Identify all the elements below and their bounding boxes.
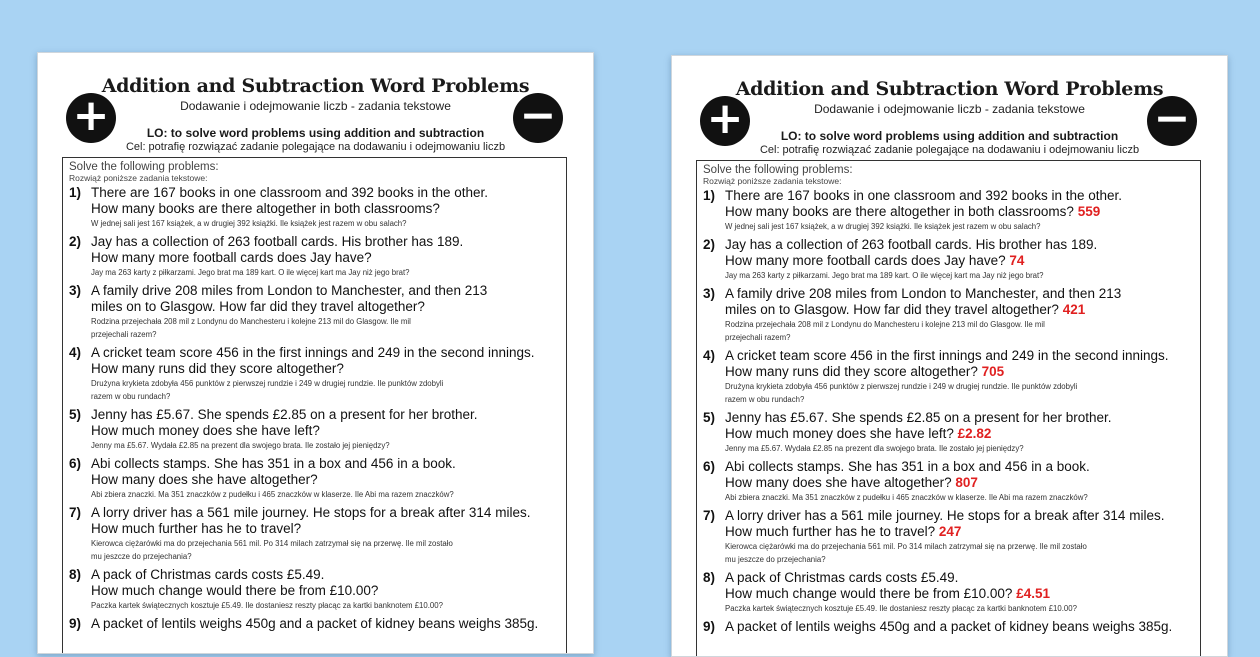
problem-number: 9) bbox=[703, 619, 716, 634]
problem-translation-pl: Drużyna krykieta zdobyła 456 punktów z pierwszej rundzie i 249 w drugiej rundzie. Ile punktów zdobyli bbox=[91, 379, 444, 388]
problem-item bbox=[703, 286, 1194, 344]
problem-number: 3) bbox=[703, 286, 716, 301]
problem-number: 6) bbox=[703, 459, 716, 474]
problem-text-line2 bbox=[91, 583, 560, 599]
problem-question: How many does she have altogether? bbox=[725, 475, 952, 490]
problem-answer: 421 bbox=[1062, 302, 1086, 317]
problem-number: 6) bbox=[69, 456, 82, 471]
instructions-pl: Rozwiąż poniższe zadania tekstowe: bbox=[703, 176, 842, 186]
problem-translation-pl: Paczka kartek świątecznych kosztuje £5.49. Ile dostaniesz reszty płacąc za kartki banknotem £10.00? bbox=[91, 601, 443, 610]
problem-text-line1: A family drive 208 miles from London to Manchester, and then 213 bbox=[725, 286, 1122, 301]
problem-translation-pl: Abi zbiera znaczki. Ma 351 znaczków z pudełku i 465 znaczków w klaserze. Ile Abi ma razem znaczków? bbox=[725, 493, 1088, 502]
problem-body bbox=[725, 286, 1194, 344]
learning-objective-pl: Cel: potrafię rozwiązać zadanie polegające na dodawaniu i odejmowaniu liczb bbox=[125, 141, 506, 153]
problem-text-line2 bbox=[91, 361, 560, 377]
instructions: Solve the following problems: bbox=[703, 164, 853, 176]
worksheet-title: Addition and Subtraction Word Problems bbox=[735, 78, 1164, 100]
problem-text-line2 bbox=[725, 426, 1194, 442]
problem-translation-pl: Paczka kartek świątecznych kosztuje £5.49. Ile dostaniesz reszty płacąc za kartki banknotem £10.00? bbox=[725, 604, 1077, 613]
problem-translation-pl: Jay ma 263 karty z piłkarzami. Jego brat ma 189 kart. O ile więcej kart ma Jay niż jego brat? bbox=[91, 268, 410, 277]
problem-question: How much change would there be from £10.00? bbox=[91, 583, 379, 598]
problem-answer: 247 bbox=[938, 524, 962, 539]
problem-number: 9) bbox=[69, 616, 82, 631]
problem-item bbox=[703, 570, 1194, 615]
problem-number: 7) bbox=[703, 508, 716, 523]
problem-translation-pl: Kierowca ciężarówki ma do przejechania 561 mil. Po 314 milach zatrzymał się na przerwę. Ile mil zostało bbox=[725, 542, 1087, 551]
worksheet-title: Addition and Subtraction Word Problems bbox=[101, 75, 530, 97]
problem-question: miles on to Glasgow. How far did they travel altogether? bbox=[725, 302, 1059, 317]
problem-question: How much further has he to travel? bbox=[91, 521, 302, 536]
problem-text-line1: Abi collects stamps. She has 351 in a box and 456 in a book. bbox=[91, 456, 456, 471]
problem-answer: 559 bbox=[1077, 204, 1101, 219]
problem-question: How many does she have altogether? bbox=[91, 472, 318, 487]
problem-text-line1: Jay has a collection of 263 football cards. His brother has 189. bbox=[91, 234, 464, 249]
problem-text-line1: A packet of lentils weighs 450g and a packet of kidney beans weighs 385g. bbox=[725, 619, 1173, 634]
problems-box bbox=[696, 160, 1201, 657]
problem-text-line1: A packet of lentils weighs 450g and a packet of kidney beans weighs 385g. bbox=[91, 616, 539, 631]
problem-body bbox=[91, 185, 560, 230]
problem-question: How much money does she have left? bbox=[91, 423, 320, 438]
plus-icon: + bbox=[66, 93, 116, 143]
problem-text-line2 bbox=[91, 250, 560, 266]
problem-text-line2 bbox=[725, 364, 1194, 380]
problem-text-line1: Jenny has £5.67. She spends £2.85 on a present for her brother. bbox=[91, 407, 478, 422]
problem-text-line1: A lorry driver has a 561 mile journey. He stops for a break after 314 miles. bbox=[725, 508, 1165, 523]
problem-translation-pl-cont: mu jeszcze do przejechania? bbox=[725, 555, 826, 564]
problem-body bbox=[91, 456, 560, 501]
problem-body bbox=[725, 619, 1194, 635]
problem-number: 1) bbox=[69, 185, 82, 200]
problem-item bbox=[69, 345, 560, 403]
problem-item bbox=[703, 410, 1194, 455]
problems-box bbox=[62, 157, 567, 654]
problem-text-line2 bbox=[725, 475, 1194, 491]
problem-text-line1: There are 167 books in one classroom and 392 books in the other. bbox=[725, 188, 1123, 203]
problem-text-line2 bbox=[91, 472, 560, 488]
problem-question: How much further has he to travel? bbox=[725, 524, 936, 539]
problem-text-line1: Jenny has £5.67. She spends £2.85 on a present for her brother. bbox=[725, 410, 1112, 425]
problem-answer: £4.51 bbox=[1016, 586, 1050, 601]
learning-objective: LO: to solve word problems using addition and subtraction bbox=[780, 129, 1119, 143]
problem-item bbox=[69, 185, 560, 230]
problem-question: How many books are there altogether in both classrooms? bbox=[725, 204, 1074, 219]
problem-item bbox=[703, 237, 1194, 282]
problem-body bbox=[725, 570, 1194, 615]
problem-answer: 807 bbox=[955, 475, 978, 490]
problem-translation-pl: Rodzina przejechała 208 mil z Londynu do Manchesteru i kolejne 213 mil do Glasgow. Ile mil bbox=[725, 320, 1045, 329]
problem-text-line1: Jay has a collection of 263 football cards. His brother has 189. bbox=[725, 237, 1098, 252]
minus-icon: − bbox=[1147, 96, 1197, 146]
minus-icon: − bbox=[513, 93, 563, 143]
problem-question: How much change would there be from £10.00? bbox=[725, 586, 1013, 601]
problem-number: 7) bbox=[69, 505, 82, 520]
problem-question: How many more football cards does Jay have? bbox=[91, 250, 372, 265]
problem-number: 1) bbox=[703, 188, 716, 203]
problem-translation-pl: W jednej sali jest 167 książek, a w drugiej 392 książki. Ile książek jest razem w obu salach? bbox=[725, 222, 1041, 231]
problem-body bbox=[91, 234, 560, 279]
problem-body bbox=[725, 508, 1194, 566]
worksheet-subtitle: Dodawanie i odejmowanie liczb - zadania tekstowe bbox=[814, 102, 1085, 116]
problem-list bbox=[69, 185, 560, 632]
problem-translation-pl: Abi zbiera znaczki. Ma 351 znaczków z pudełku i 465 znaczków w klaserze. Ile Abi ma razem znaczków? bbox=[91, 490, 454, 499]
problem-body bbox=[725, 237, 1194, 282]
problem-translation-pl: W jednej sali jest 167 książek, a w drugiej 392 książki. Ile książek jest razem w obu salach? bbox=[91, 219, 407, 228]
problem-text-line2 bbox=[725, 524, 1194, 540]
problem-translation-pl-cont: razem w obu rundach? bbox=[725, 395, 805, 404]
problem-text-line2 bbox=[91, 521, 560, 537]
instructions: Solve the following problems: bbox=[69, 161, 219, 173]
problem-text-line1: A cricket team score 456 in the first innings and 249 in the second innings. bbox=[725, 348, 1169, 363]
problem-translation-pl-cont: przejechali razem? bbox=[91, 330, 157, 339]
problem-translation-pl: Jay ma 263 karty z piłkarzami. Jego brat ma 189 kart. O ile więcej kart ma Jay niż jego brat? bbox=[725, 271, 1044, 280]
problem-number: 8) bbox=[703, 570, 716, 585]
problem-answer: 705 bbox=[981, 364, 1005, 379]
problem-text-line1: A cricket team score 456 in the first innings and 249 in the second innings. bbox=[91, 345, 535, 360]
problem-item bbox=[69, 505, 560, 563]
problem-item bbox=[69, 283, 560, 341]
problem-text-line2 bbox=[91, 299, 560, 315]
problem-number: 4) bbox=[69, 345, 82, 360]
problem-body bbox=[91, 505, 560, 563]
problem-translation-pl: Kierowca ciężarówki ma do przejechania 561 mil. Po 314 milach zatrzymał się na przerwę. Ile mil zostało bbox=[91, 539, 453, 548]
learning-objective: LO: to solve word problems using addition and subtraction bbox=[146, 126, 485, 140]
problem-question: How many more football cards does Jay have? bbox=[725, 253, 1006, 268]
problem-text-line2 bbox=[91, 201, 560, 217]
plus-icon: + bbox=[700, 96, 750, 146]
worksheet-questions bbox=[37, 52, 594, 654]
problem-translation-pl-cont: razem w obu rundach? bbox=[91, 392, 171, 401]
problem-body bbox=[725, 459, 1194, 504]
problem-answer: 74 bbox=[1009, 253, 1025, 268]
problem-text-line1: A pack of Christmas cards costs £5.49. bbox=[725, 570, 959, 585]
problem-question: How much money does she have left? bbox=[725, 426, 954, 441]
problem-question: How many books are there altogether in both classrooms? bbox=[91, 201, 440, 216]
problem-item bbox=[703, 508, 1194, 566]
instructions-pl: Rozwiąż poniższe zadania tekstowe: bbox=[69, 173, 208, 183]
problem-text-line1: Abi collects stamps. She has 351 in a box and 456 in a book. bbox=[725, 459, 1090, 474]
problem-text-line1: A family drive 208 miles from London to Manchester, and then 213 bbox=[91, 283, 488, 298]
problem-body bbox=[91, 283, 560, 341]
problem-translation-pl-cont: przejechali razem? bbox=[725, 333, 791, 342]
problem-item bbox=[703, 619, 1194, 635]
worksheet-answers bbox=[671, 55, 1228, 657]
problem-question: How many runs did they score altogether? bbox=[725, 364, 978, 379]
problem-item bbox=[703, 188, 1194, 233]
problem-body bbox=[91, 345, 560, 403]
problem-item bbox=[703, 348, 1194, 406]
learning-objective-pl: Cel: potrafię rozwiązać zadanie polegające na dodawaniu i odejmowaniu liczb bbox=[759, 144, 1140, 156]
problem-text-line1: A lorry driver has a 561 mile journey. He stops for a break after 314 miles. bbox=[91, 505, 531, 520]
problem-text-line2 bbox=[725, 204, 1194, 220]
problem-text-line2 bbox=[91, 423, 560, 439]
problem-body bbox=[91, 407, 560, 452]
problem-number: 5) bbox=[69, 407, 82, 422]
problem-question: How many runs did they score altogether? bbox=[91, 361, 344, 376]
problem-item bbox=[703, 459, 1194, 504]
problem-item bbox=[69, 234, 560, 279]
problem-translation-pl: Jenny ma £5.67. Wydała £2.85 na prezent dla swojego brata. Ile zostało jej pieniędzy? bbox=[91, 441, 390, 450]
problem-item bbox=[69, 567, 560, 612]
problem-number: 8) bbox=[69, 567, 82, 582]
problem-number: 4) bbox=[703, 348, 716, 363]
problem-body bbox=[725, 348, 1194, 406]
problem-number: 2) bbox=[703, 237, 716, 252]
problem-text-line1: There are 167 books in one classroom and 392 books in the other. bbox=[91, 185, 489, 200]
problem-item bbox=[69, 456, 560, 501]
problem-body bbox=[725, 188, 1194, 233]
problem-translation-pl: Drużyna krykieta zdobyła 456 punktów z pierwszej rundzie i 249 w drugiej rundzie. Ile punktów zdobyli bbox=[725, 382, 1078, 391]
problem-text-line2 bbox=[725, 586, 1194, 602]
problem-translation-pl: Rodzina przejechała 208 mil z Londynu do Manchesteru i kolejne 213 mil do Glasgow. Ile mil bbox=[91, 317, 411, 326]
problem-answer: £2.82 bbox=[957, 426, 992, 441]
problem-text-line2 bbox=[725, 302, 1194, 318]
problem-number: 2) bbox=[69, 234, 82, 249]
problem-number: 5) bbox=[703, 410, 716, 425]
problem-question: miles on to Glasgow. How far did they travel altogether? bbox=[91, 299, 425, 314]
problem-list bbox=[703, 188, 1194, 635]
problem-text-line2 bbox=[725, 253, 1194, 269]
problem-item bbox=[69, 407, 560, 452]
problem-text-line1: A pack of Christmas cards costs £5.49. bbox=[91, 567, 325, 582]
problem-translation-pl-cont: mu jeszcze do przejechania? bbox=[91, 552, 192, 561]
problem-body bbox=[725, 410, 1194, 455]
worksheet-subtitle: Dodawanie i odejmowanie liczb - zadania tekstowe bbox=[180, 99, 451, 113]
problem-translation-pl: Jenny ma £5.67. Wydała £2.85 na prezent dla swojego brata. Ile zostało jej pieniędzy? bbox=[725, 444, 1024, 453]
problem-body bbox=[91, 567, 560, 612]
problem-number: 3) bbox=[69, 283, 82, 298]
